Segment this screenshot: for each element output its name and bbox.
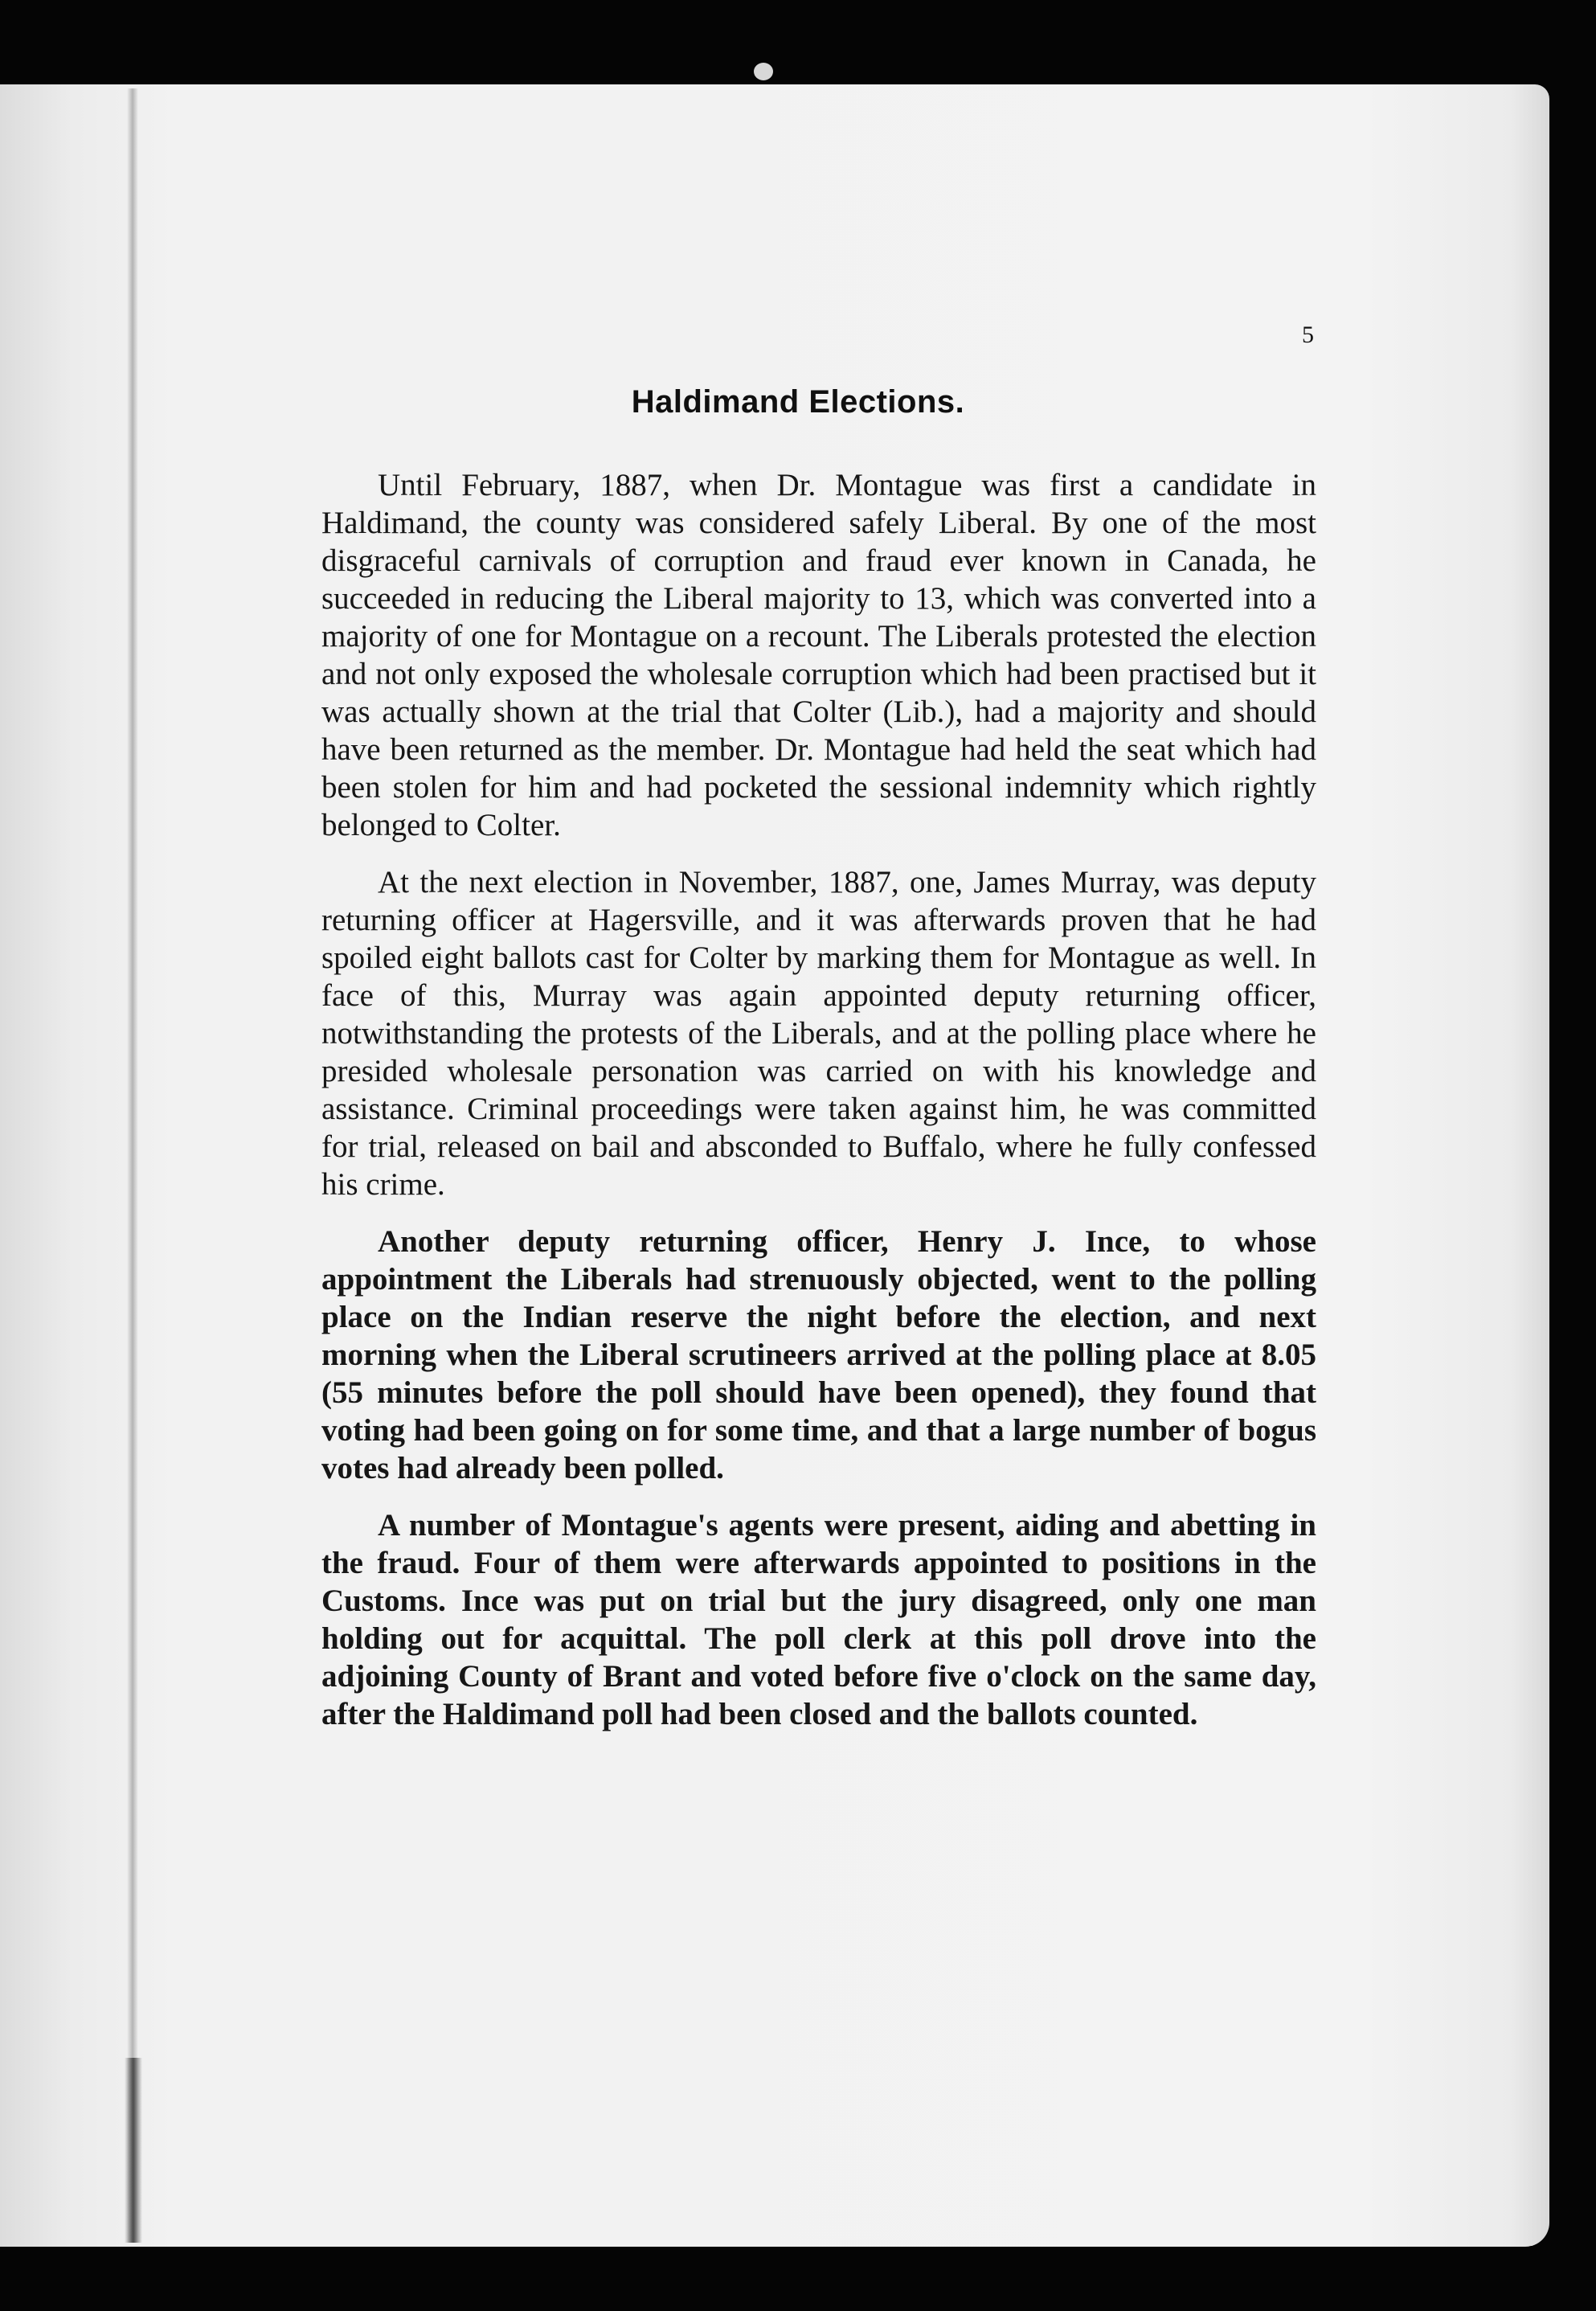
- paragraph-1: Until February, 1887, when Dr. Montague was first a candidate in Haldimand, the county was considered safely Liberal. By one of the most disgraceful carnivals of corruption and fraud ever known in Canada, he succeeded in reducing the Liberal majority to 13, which was converted into a majority of one for Montague on a recount. The Liberals protested the election and not only exposed the wholesale corruption which had been practised but it was actually shown at the trial that Colter (Lib.), had a majority and should have been returned as the member. Dr. Montague had held the seat which had been stolen for him and had pocketed the sessional indemnity which rightly belonged to Colter.: [321, 468, 1316, 842]
- page-title: Haldimand Elections.: [631, 384, 965, 420]
- binding-gutter-dark-edge: [125, 2058, 142, 2243]
- scan-artifact-speck: [754, 63, 773, 80]
- document-body: [321, 466, 1316, 1752]
- paragraph-3: Another deputy returning officer, Henry J. Ince, to whose appointment the Liberals had strenuously objected, went to the polling place on the Indian reserve the night before the election, and next morning when the Liberal scrutineers arrived at the polling place at 8.05 (55 minutes before the poll should have been opened), they found that voting had been going on for some time, and that a large number of bogus votes had already been polled.: [321, 1224, 1316, 1485]
- page-number: 5: [1302, 322, 1314, 348]
- paragraph-4: A number of Montague's agents were present, aiding and abetting in the fraud. Four of them were afterwards appointed to positions in the Customs. Ince was put on trial but the jury disagreed, only one man holding out for acquittal. The poll clerk at this poll drove into the adjoining County of Brant and voted before five o'clock on the same day, after the Haldimand poll had been closed and the ballots counted.: [321, 1508, 1316, 1731]
- paragraph-2: At the next election in November, 1887, one, James Murray, was deputy returning officer at Hagersville, and it was afterwards proven that he had spoiled eight ballots cast for Colter by marking them for Montague as well. In face of this, Murray was again appointed deputy returning officer, notwithstanding the protests of the Liberals, and at the polling place where he presided wholesale personation was carried on with his knowledge and assistance. Criminal proceedings were taken against him, he was committed for trial, released on bail and absconded to Buffalo, where he fully confessed his crime.: [321, 865, 1316, 1202]
